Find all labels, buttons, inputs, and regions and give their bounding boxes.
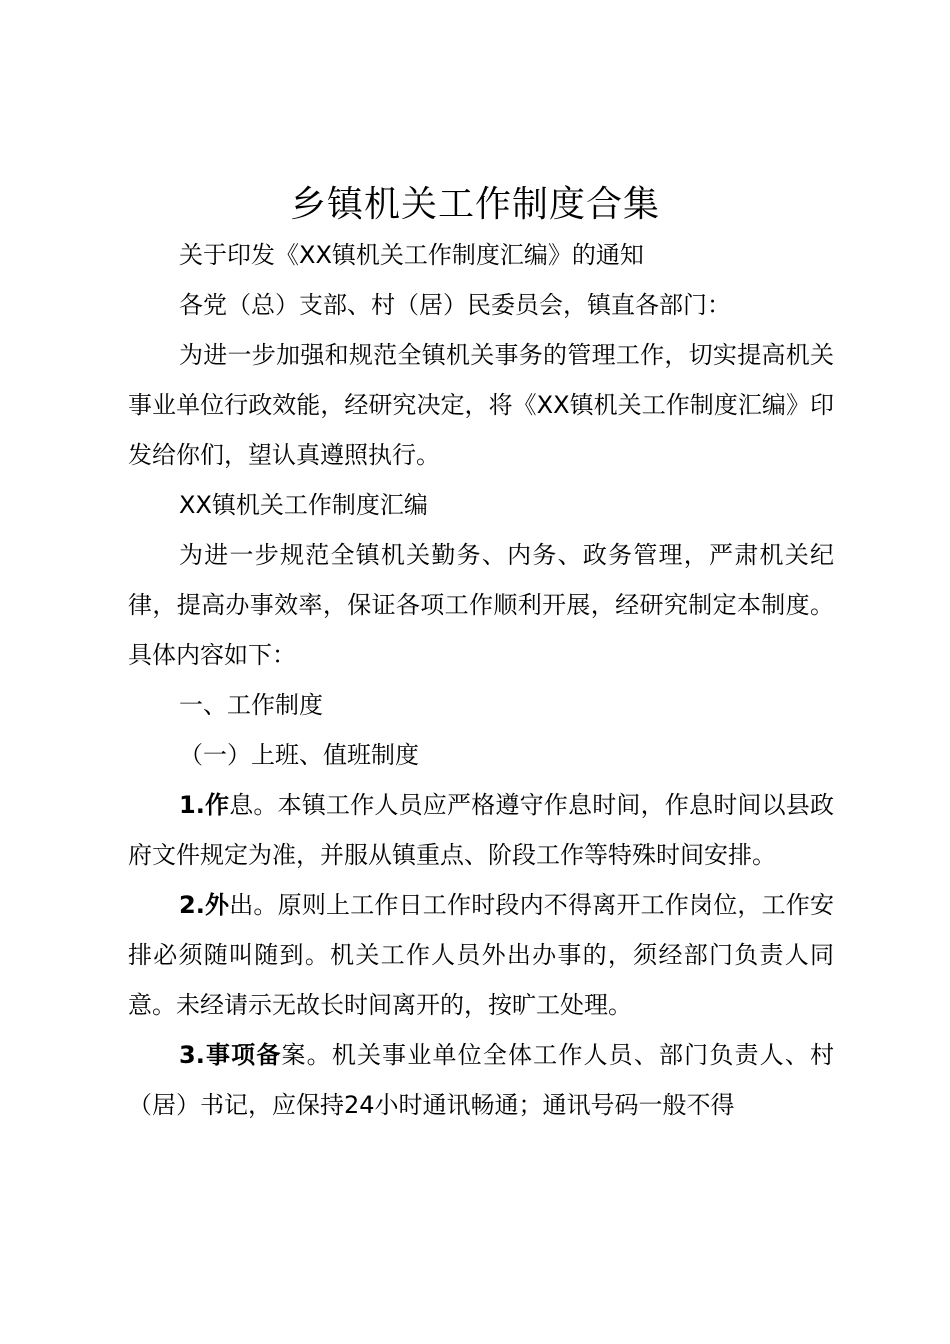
item-lead: 3.事项备	[179, 1041, 282, 1069]
notice-title-paragraph	[128, 230, 834, 280]
paragraph-text: 案。机关事业单位全体工作人员、部门负责人、村（居）书记，应保持24小时通讯畅通；通讯号码一般不得	[128, 1041, 834, 1119]
item-3-paragraph	[128, 1030, 834, 1130]
item-lead: 1.作	[179, 791, 230, 819]
item-lead: 2.外	[179, 891, 230, 919]
notice-body-paragraph	[128, 330, 834, 480]
paragraph-text: 出。原则上工作日工作时段内不得离开工作岗位，工作安排必须随叫随到。机关工作人员外出办事的，须经部门负责人同意。未经请示无故长时间离开的，按旷工处理。	[128, 891, 834, 1019]
compilation-title-paragraph	[128, 480, 834, 530]
paragraph-text: 各党（总）支部、村（居）民委员会，镇直各部门：	[179, 291, 731, 319]
paragraph-text: 为进一步规范全镇机关勤务、内务、政务管理，严肃机关纪律，提高办事效率，保证各项工作顺利开展，经研究制定本制度。具体内容如下：	[128, 541, 834, 669]
document-title: 乡镇机关工作制度合集	[289, 184, 660, 225]
paragraph-text: 一、工作制度	[179, 691, 323, 719]
paragraph-text: 为进一步加强和规范全镇机关事务的管理工作，切实提高机关事业单位行政效能，经研究决定，将《XX镇机关工作制度汇编》印发给你们，望认真遵照执行。	[128, 341, 834, 469]
paragraph-text: 息。本镇工作人员应严格遵守作息时间，作息时间以县政府文件规定为准，并服从镇重点、阶段工作等特殊时间安排。	[128, 791, 834, 869]
subsection-heading	[128, 730, 834, 780]
document-body	[128, 230, 834, 1130]
paragraph-text: （一）上班、值班制度	[179, 741, 419, 769]
section-heading	[128, 680, 834, 730]
paragraph-text: XX镇机关工作制度汇编	[179, 491, 428, 519]
item-2-paragraph	[128, 880, 834, 1030]
item-1-paragraph	[128, 780, 834, 880]
paragraph-text: 关于印发《XX镇机关工作制度汇编》的通知	[179, 241, 644, 269]
addressee-paragraph	[128, 280, 834, 330]
intro-paragraph	[128, 530, 834, 680]
